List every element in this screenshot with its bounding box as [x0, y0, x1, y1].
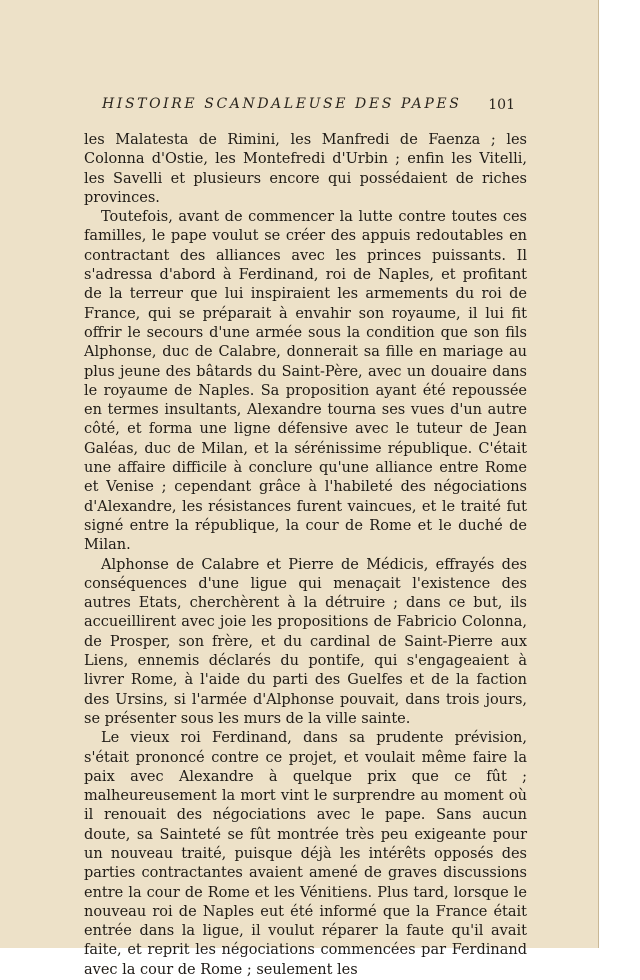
page-header	[102, 96, 515, 118]
paragraph-continuation: les Malatesta de Rimini, les Manfredi de Faenza ; les Colonna d'Ostie, les Montefredi d'Urbin ; enfin les Vitelli, les Savelli et plusieurs encore qui possédaient de riches provinces.	[84, 132, 527, 206]
running-title: HISTOIRE SCANDALEUSE DES PAPES	[102, 96, 462, 112]
page-number: 101	[488, 97, 515, 113]
paragraph: Alphonse de Calabre et Pierre de Médicis, effrayés des conséquences d'une ligue qui menaçait l'existence des autres Etats, cherchèrent à la détruire ; dans ce but, ils accueillirent avec joie les propositions de Fabricio Colonna, de Prosper, son frère, et du cardinal de Saint-Pierre aux Liens, ennemis déclarés du pontife, qui s'engageaient à livrer Rome, à l'aide du parti des Guelfes et de la faction des Ursins, si l'armée d'Alphonse pouvait, dans trois jours, se présenter sous les murs de la ville sainte.	[84, 556, 527, 727]
paragraph: Toutefois, avant de commencer la lutte contre toutes ces familles, le pape voulut se créer des appuis redoutables en contractant des alliances avec les princes puissants. Il s'adressa d'abord à Ferdinand, roi de Naples, et profitant de la terreur que lui inspiraient les armements du roi de France, qui se préparait à envahir son royaume, il lui fit offrir le secours d'une armée sous la condition que son fils Alphonse, duc de Calabre, donnerait sa fille en mariage au plus jeune des bâtards du Saint-Père, avec un douaire dans le royaume de Naples. Sa proposition ayant été repoussée en termes insultants, Alexandre tourna ses vues d'un autre côté, et forma une ligne défensive avec le tuteur de Jean Galéas, duc de Milan, et la sérénissime république. C'était une affaire difficile à conclure qu'une alliance entre Rome et Venise ; cependant grâce à l'habileté des négociations d'Alexandre, les résistances furent vaincues, et le traité fut signé entre la république, la cour de Rome et le duché de Milan.	[84, 209, 527, 554]
body-text	[84, 131, 527, 980]
paragraph: Le vieux roi Ferdinand, dans sa prudente prévision, s'était prononcé contre ce projet, et voulait même faire la paix avec Alexandre à quelque prix que ce fût ; malheureusement la mort vint le surprendre au moment où il renouait des négociations avec le pape. Sans aucun doute, sa Sainteté se fût montrée très peu exigeante pour un nouveau traité, puisque déjà les intérêts opposés des parties contractantes avaient amené de graves discussions entre la cour de Rome et les Vénitiens. Plus tard, lorsque le nouveau roi de Naples eut été informé que la France était entrée dans la ligue, il voulut réparer la faute qu'il avait faite, et reprit les négociations commencées par Ferdinand avec la cour de Rome ; seulement les	[84, 730, 527, 978]
